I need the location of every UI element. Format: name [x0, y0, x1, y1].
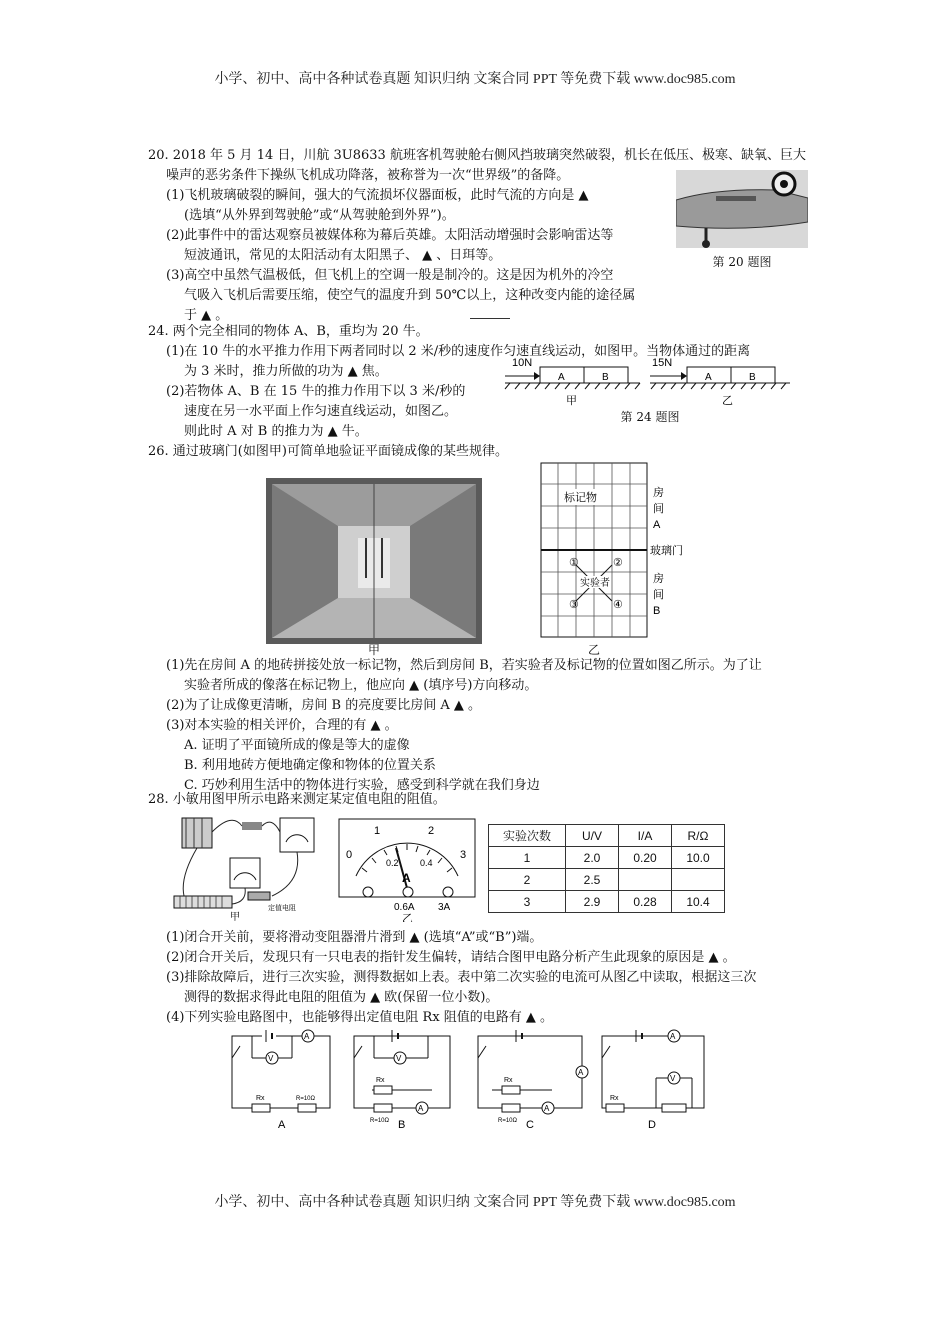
ammeter-symbol: A — [304, 1032, 310, 1041]
q20-line: (选填“从外界到驾驶舱”或“从驾驶舱到外界”)。 — [184, 208, 455, 223]
table-cell: 2.0 — [566, 847, 619, 869]
force-label-jia: 10N — [512, 357, 533, 369]
q24-line: 速度在另一水平面上作匀速直线运动，如图乙。 — [184, 404, 458, 419]
q24-line: (1)在 10 牛的水平推力作用下两者同时以 2 米/秒的速度作匀速直线运动，如图甲。当物体通过的距离 — [166, 344, 751, 359]
table-cell — [619, 869, 672, 891]
circuit-a — [232, 1030, 330, 1131]
table-cell: 0.28 — [619, 891, 672, 913]
table-cell: 10.0 — [672, 847, 725, 869]
direction-4: ④ — [613, 599, 623, 611]
unit-a: A — [402, 871, 411, 885]
table-header-row — [489, 825, 725, 847]
experiment-data-table — [488, 824, 725, 913]
q20-line: 20. 2018 年 5 月 14 日，川航 3U8633 航班客机驾驶舱右侧风挡玻璃突然破裂，机长在低压、极寒、缺氧、巨大 — [148, 148, 806, 163]
q26-sub-line: (1)先在房间 A 的地砖拼接处放一标记物，然后到房间 B，若实验者及标记物的位置如图乙所示。为了让 — [166, 658, 762, 673]
q20-line: (3)高空中虽然气温极低，但飞机上的空调一般是制冷的。这是因为机外的冷空 — [166, 268, 614, 283]
circuit-label: D — [648, 1119, 656, 1131]
circuit-d — [602, 1030, 704, 1131]
scale-0-4: 0.4 — [420, 858, 433, 868]
question-28-subquestions — [148, 928, 828, 1028]
q20-line: (2)此事件中的雷达观察员被媒体称为幕后英雄。太阳活动增强时会影响雷达等 — [166, 228, 614, 243]
yi-label: 乙 — [402, 913, 413, 922]
scale-3: 3 — [460, 849, 467, 861]
circuit-label: C — [526, 1119, 534, 1131]
table-cell — [672, 869, 725, 891]
header-voltage: U/V — [566, 825, 619, 847]
table-cell: 1 — [489, 847, 566, 869]
ammeter-symbol: A — [418, 1104, 424, 1113]
q26-option-c: C. 巧妙利用生活中的物体进行实验，感受到科学就在我们身边 — [184, 778, 540, 793]
divider — [470, 318, 510, 319]
resistor-label: 定值电阻 — [268, 905, 296, 912]
header-current: I/A — [619, 825, 672, 847]
direction-2: ② — [613, 557, 623, 569]
table-cell: 2 — [489, 869, 566, 891]
table-cell: 10.4 — [672, 891, 725, 913]
question-28-title — [148, 790, 828, 810]
q20-line: 于 ▲ 。 — [184, 308, 229, 323]
table-row — [489, 869, 725, 891]
q20-line: (1)飞机玻璃破裂的瞬间，强大的气流损坏仪器面板，此时气流的方向是 ▲ — [166, 188, 589, 203]
page-footer: 小学、初中、高中各种试卷真题 知识归纳 文案合同 PPT 等免费下载 www.doc985.com — [214, 1195, 736, 1210]
q24-line: 为 3 米时，推力所做的功为 ▲ 焦。 — [184, 364, 388, 379]
scale-1: 1 — [374, 825, 381, 837]
label-jia: 甲 — [566, 395, 577, 407]
question-26-title — [148, 442, 828, 462]
circuit-b — [354, 1030, 450, 1131]
r10-label: R=10Ω — [370, 1118, 389, 1124]
q20-line: 短波通讯，常见的太阳活动有太阳黑子、 ▲ 、日珥等。 — [184, 248, 502, 263]
q24-line: 则此时 A 对 B 的推力为 ▲ 牛。 — [184, 424, 368, 439]
voltmeter-symbol: V — [268, 1054, 274, 1063]
rx-label: Rx — [504, 1077, 513, 1084]
q26-option-b: B. 利用地砖方便地确定像和物体的位置关系 — [184, 758, 436, 773]
circuit-label: B — [398, 1119, 406, 1131]
rx-label: Rx — [256, 1095, 265, 1102]
glass-door-photo — [266, 478, 482, 644]
q28-sub-line: (3)排除故障后，进行三次实验，测得数据如上表。表中第二次实验的电流可从图乙中读取，根据这三次 — [166, 970, 757, 985]
ammeter-symbol: A — [578, 1068, 584, 1077]
q20-line: 噪声的恶劣条件下操纵飞机成功降落，被称誉为一次“世界级”的备降。 — [166, 168, 570, 183]
circuit-diagrams — [222, 1028, 722, 1132]
q20-line: 气吸入飞机后需要压缩，使空气的温度升到 50℃以上，这种改变内能的途径属 — [184, 288, 636, 303]
scale-0-2: 0.2 — [386, 858, 399, 868]
voltmeter-symbol: V — [396, 1054, 402, 1063]
page-header: 小学、初中、高中各种试卷真题 知识归纳 文案合同 PPT 等免费下载 www.doc985.com — [214, 72, 736, 87]
table-cell: 2.5 — [566, 869, 619, 891]
block-a: A — [558, 372, 565, 383]
q24-figure — [500, 354, 800, 412]
r10-label: R=10Ω — [296, 1096, 315, 1102]
scale-0: 0 — [346, 849, 353, 861]
r10-label: R=10Ω — [498, 1118, 517, 1124]
q28-title: 28. 小敏用图甲所示电路来测定某定值电阻的阻值。 — [148, 792, 446, 807]
direction-1: ① — [569, 557, 579, 569]
observer-label: 实验者 — [580, 578, 610, 589]
table-row — [489, 847, 725, 869]
label-yi: 乙 — [722, 395, 733, 407]
room-a-label: 房 — [653, 487, 664, 499]
block-a: A — [705, 372, 712, 383]
ammeter-symbol: A — [544, 1104, 550, 1113]
q20-figure-caption: 第 20 题图 — [712, 255, 772, 269]
table-cell: 2.9 — [566, 891, 619, 913]
q28-sub-line: 测得的数据求得此电阻的阻值为 ▲ 欧(保留一位小数)。 — [184, 990, 499, 1005]
q28-sub-line: (4)下列实验电路图中，也能够得出定值电阻 Rx 阻值的电路有 ▲ 。 — [166, 1010, 554, 1025]
marker-label: 标记物 — [564, 492, 597, 504]
range-3: 3A — [438, 902, 451, 913]
force-label-yi: 15N — [652, 357, 673, 369]
glass-door-label: 玻璃门 — [650, 545, 683, 557]
scale-2: 2 — [428, 825, 435, 837]
table-row — [489, 891, 725, 913]
q24-line: 24. 两个完全相同的物体 A、B，重均为 20 牛。 — [148, 324, 429, 339]
q26-sub-line: (3)对本实验的相关评价，合理的有 ▲ 。 — [166, 718, 398, 733]
q26-figure-yi-label: 乙 — [587, 643, 600, 657]
ammeter-dial-yi — [338, 818, 478, 922]
q26-line: 26. 通过玻璃门(如图甲)可简单地验证平面镜成像的某些规律。 — [148, 444, 508, 459]
q26-sub-line: 实验者所成的像落在标记物上，他应向 ▲ (填序号)方向移动。 — [184, 678, 538, 693]
direction-3: ③ — [569, 599, 579, 611]
circuit-label: A — [278, 1119, 286, 1131]
block-b: B — [749, 372, 756, 383]
q26-figure-jia-label: 甲 — [367, 643, 380, 657]
q26-sub-line: (2)为了让成像更清晰，房间 B 的亮度要比房间 A ▲ 。 — [166, 698, 482, 713]
range-0-6: 0.6A — [394, 902, 415, 913]
q24-figure-caption: 第 24 题图 — [620, 410, 680, 424]
rx-label: Rx — [610, 1095, 619, 1102]
room-a-label: 间 — [653, 503, 664, 515]
circuit-c — [478, 1030, 588, 1131]
room-b-label: B — [653, 605, 661, 617]
header-resistance: R/Ω — [672, 825, 725, 847]
header-trial: 实验次数 — [489, 825, 566, 847]
rx-label: Rx — [376, 1077, 385, 1084]
voltmeter-symbol: V — [670, 1074, 676, 1083]
q28-sub-line: (2)闭合开关后，发现只有一只电表的指针发生偏转，请结合图甲电路分析产生此现象的原因是 ▲ 。 — [166, 950, 736, 965]
ammeter-symbol: A — [670, 1032, 676, 1041]
room-b-label: 间 — [653, 589, 664, 601]
block-b: B — [602, 372, 609, 383]
q26-option-a: A. 证明了平面镜所成的像是等大的虚像 — [184, 738, 410, 753]
question-26-subquestions — [148, 656, 828, 796]
q24-line: (2)若物体 A、B 在 15 牛的推力作用下以 3 米/秒的 — [166, 384, 466, 399]
table-cell: 0.20 — [619, 847, 672, 869]
table-cell: 3 — [489, 891, 566, 913]
circuit-photo-jia — [172, 812, 328, 922]
floor-grid-diagram — [540, 462, 690, 640]
room-a-label: A — [653, 519, 661, 531]
jia-label: 甲 — [230, 912, 240, 922]
q28-sub-line: (1)闭合开关前，要将滑动变阻器滑片滑到 ▲ (选填“A”或“B”)端。 — [166, 930, 543, 945]
airplane-photo — [676, 170, 808, 248]
room-b-label: 房 — [653, 573, 664, 585]
